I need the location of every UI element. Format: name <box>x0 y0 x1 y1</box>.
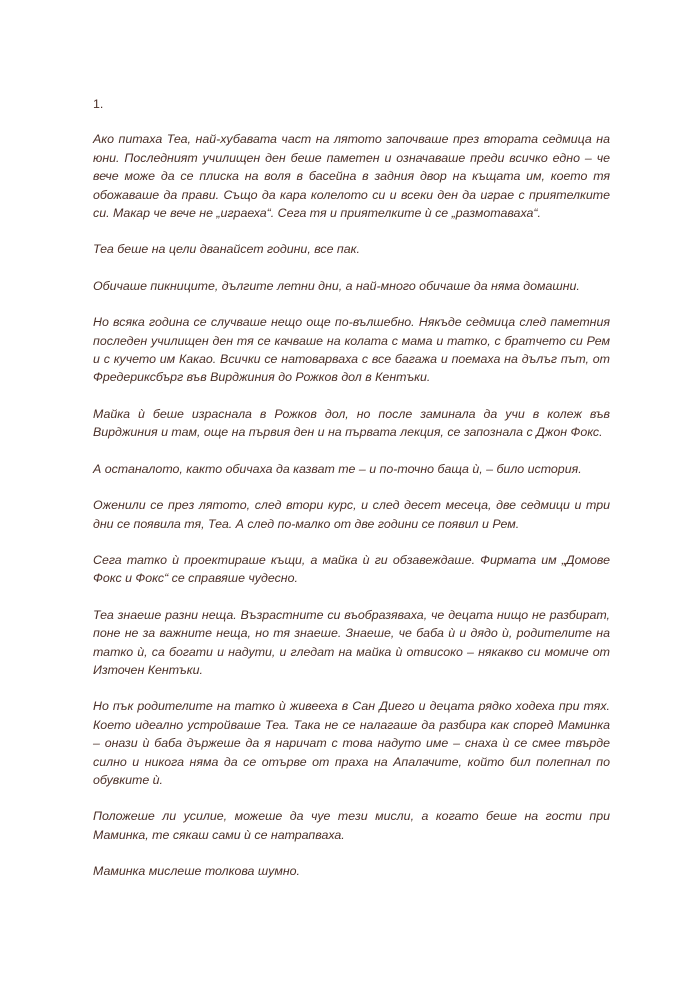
paragraph-10: Но пък родителите на татко ѝ живееха в Сан Диего и децата рядко ходеха при тях. Което идеално устройваше Теа. Така не се налагаше да разбира как според Маминка – онази ѝ баба държеше да я наричат с това надуто име – снаха ѝ се смее твърде силно и никога няма да се отърве от праха на Апалачите, който бил полепнал по обувките ѝ. <box>93 699 610 787</box>
paragraph-11: Положеше ли усилие, можеше да чуе тези мисли, а когато беше на гости при Маминка, те сякаш сами ѝ се натрапваха. <box>93 809 610 842</box>
paragraph-7: Оженили се през лятото, след втори курс, и след десет месеца, две седмици и три дни се появила тя, Теа. А след по-малко от две години се появил и Рем. <box>93 498 610 531</box>
paragraph-12: Маминка мислеше толкова шумно. <box>93 864 301 879</box>
paragraph-5: Майка ѝ беше израснала в Рожков дол, но после заминала да учи в колеж във Вирджиния и там, още на първия ден и на първата лекция, се запознала с Джон Фокс. <box>93 406 610 440</box>
paragraph-9: Теа знаеше разни неща. Възрастните си въобразяваха, че децата нищо не разбират, поне не за важните неща, но тя знаеше. Знаеше, че баба ѝ и дядо ѝ, родителите на татко ѝ, са богати и надути, и гледат на майка ѝ отвисоко – някакво си момиче от Източен Кентъки. <box>93 607 610 677</box>
paragraph-3: Обичаше пикниците, дългите летни дни, а най-много обичаше да няма домашни. <box>93 278 580 293</box>
paragraph-2: Теа беше на цели дванайсет години, все пак. <box>93 242 360 257</box>
paragraph-8: Сега татко ѝ проектираше къщи, а майка ѝ ги обзавеждаше. Фирмата им „Домове Фокс и Фокс“ се справяше чудесно. <box>93 552 610 586</box>
chapter-number: 1. <box>93 97 104 111</box>
paragraph-4: Но всяка година се случваше нещо още по-вълшебно. Някъде седмица след паметния последен училищен ден тя се качваше на колата с мама и татко, с братчето си Рем и с кучето им Какао. Всички се натоварваха с все багажа и поемаха на дълъг път, от Фредериксбърг във Вирджиния до Рожков дол в Кентъки. <box>93 315 610 385</box>
paragraph-6: А останалото, както обичаха да казват те – и по-точно баща ѝ, – било история. <box>93 461 582 476</box>
paragraph-1: Ако питаха Теа, най-хубавата част на лятото започваше през втората седмица на юни. Последният училищен ден беше паметен и означаваше преди всичко едно – че вече може да се плиска на воля в басейна в задния двор на къщата им, което тя обожаваше да прави. Също да кара колелото си и всеки ден да играе с приятелките си. Макар че вече не „играеха“. Сега тя и приятелките ѝ се „размотаваха“. <box>93 132 610 221</box>
document-page <box>93 95 610 899</box>
